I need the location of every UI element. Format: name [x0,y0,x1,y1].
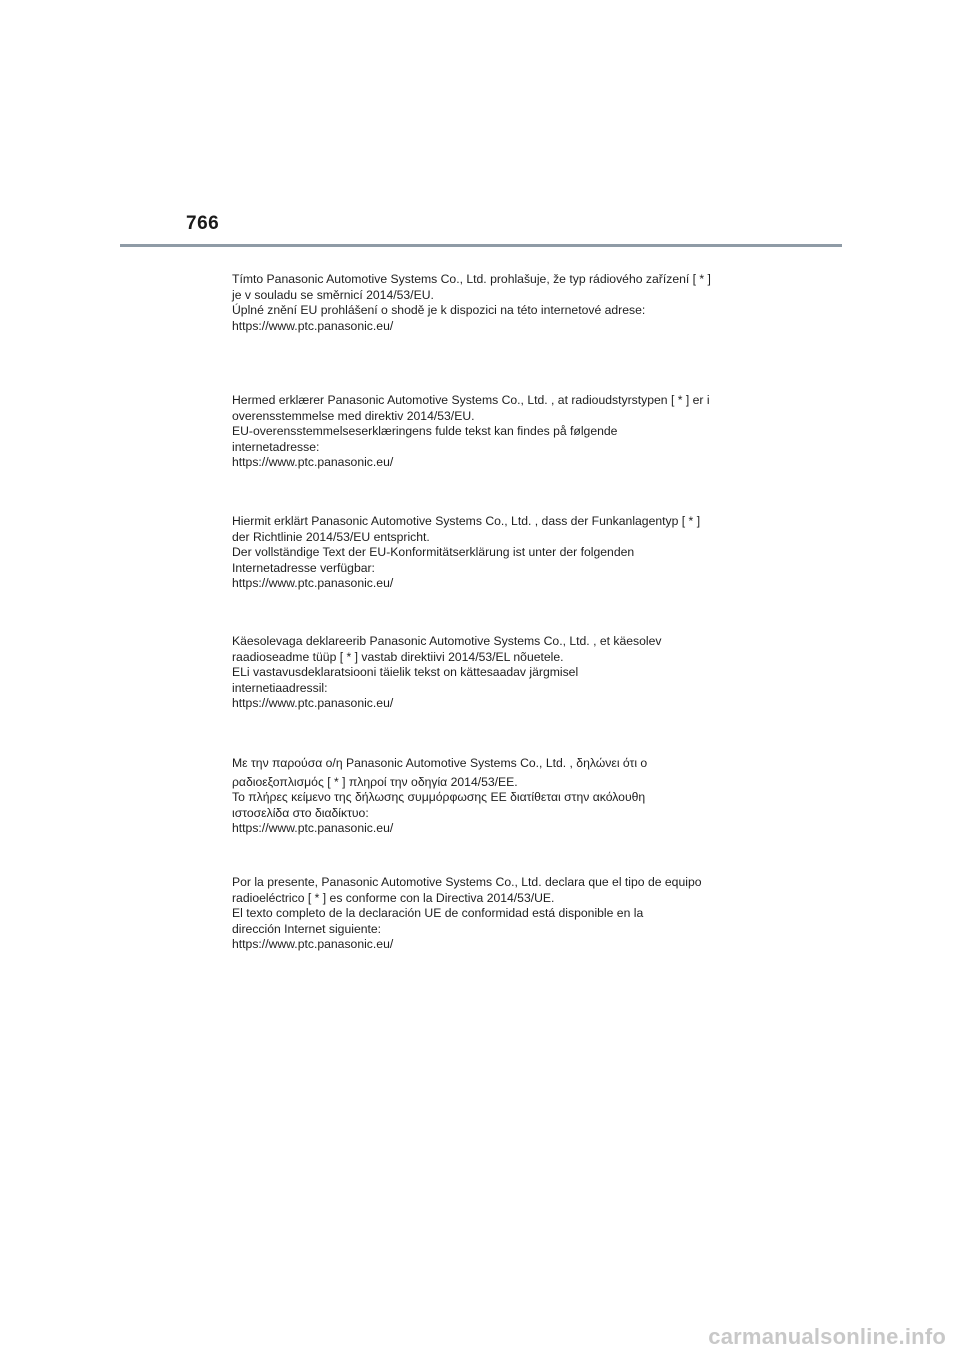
declaration-line: EU-overensstemmelseserklæringens fulde tekst kan findes på følgende [232,424,618,438]
declaration-line: Internetadresse verfügbar: [232,560,375,575]
declaration-greek [232,756,752,837]
declaration-spanish [232,875,752,953]
declaration-url: https://www.ptc.panasonic.eu/ [232,696,394,710]
declaration-line: ραδιοεξοπλισμός [ * ] πληροί την οδηγία 2014/53/ΕΕ. [232,774,518,789]
watermark: carmanualsonline.info [708,1324,946,1349]
declaration-line: radioeléctrico [ * ] es conforme con la Directiva 2014/53/UE. [232,890,555,905]
declaration-line: Por la presente, Panasonic Automotive Systems Co., Ltd. declara que el tipo de equipo [232,875,702,889]
declaration-line: Το πλήρες κείμενο της δήλωσης συμμόρφωσης ΕΕ διατίθεται στην ακόλουθη [232,790,646,804]
declaration-czech [232,272,752,334]
declaration-url: https://www.ptc.panasonic.eu/ [232,576,394,590]
declaration-line: internetadresse: [232,439,320,454]
page-number: 766 [186,213,220,234]
declaration-line: ELi vastavusdeklaratsiooni täielik tekst on kättesaadav järgmisel [232,665,579,679]
declaration-danish [232,393,752,471]
declaration-url: https://www.ptc.panasonic.eu/ [232,821,394,835]
declaration-estonian [232,634,752,712]
declaration-line: Úplné znění EU prohlášení o shodě je k dispozici na této internetové adrese: [232,303,646,317]
declaration-line: Der vollständige Text der EU-Konformitätserklärung ist unter der folgenden [232,545,635,559]
declaration-url: https://www.ptc.panasonic.eu/ [232,937,394,951]
declaration-line: Tímto Panasonic Automotive Systems Co., Ltd. prohlašuje, že typ rádiového zařízení [ * ] [232,272,711,286]
declaration-line: Hermed erklærer Panasonic Automotive Systems Co., Ltd. , at radioudstyrstypen [ * ] er i [232,393,710,407]
declaration-line: Käesolevaga deklareerib Panasonic Automotive Systems Co., Ltd. , et käesolev [232,634,662,648]
declaration-url: https://www.ptc.panasonic.eu/ [232,318,394,333]
declaration-line: El texto completo de la declaración UE de conformidad está disponible en la [232,906,644,920]
declaration-line: internetiaadressil: [232,680,328,695]
declaration-german [232,514,752,592]
declaration-line: Με την παρούσα ο/η Panasonic Automotive Systems Co., Ltd. , δηλώνει ότι ο [232,756,648,770]
declaration-line: Hiermit erklärt Panasonic Automotive Systems Co., Ltd. , dass der Funkanlagentyp [ * ] [232,514,701,528]
declaration-line: der Richtlinie 2014/53/EU entspricht. [232,529,430,544]
header-divider [120,244,842,247]
declaration-line: je v souladu se směrnicí 2014/53/EU. [232,287,434,302]
declaration-url: https://www.ptc.panasonic.eu/ [232,455,394,469]
declaration-line: dirección Internet siguiente: [232,921,382,936]
declaration-line: ιστοσελίδα στο διαδίκτυο: [232,805,369,820]
declaration-line: overensstemmelse med direktiv 2014/53/EU. [232,408,475,423]
declaration-line: raadioseadme tüüp [ * ] vastab direktiivi 2014/53/EL nõuetele. [232,649,564,664]
